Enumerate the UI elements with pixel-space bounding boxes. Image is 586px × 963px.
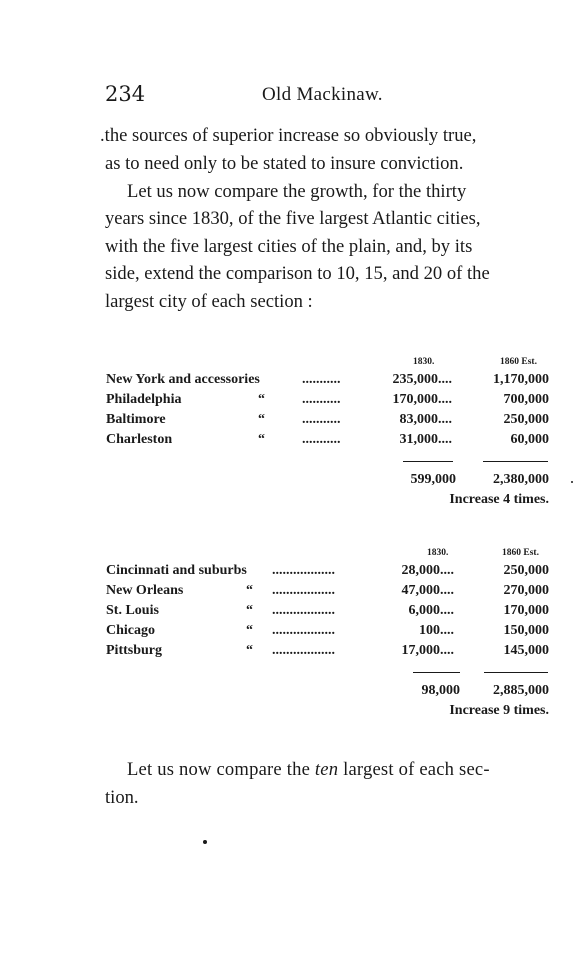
paragraph-line xyxy=(127,759,490,781)
table-row-name: Chicago xyxy=(106,623,155,638)
sum-rule xyxy=(483,461,548,462)
table-row-1830: 17,000.... xyxy=(401,643,454,658)
total-1860: 2,380,000 xyxy=(493,472,549,487)
paragraph-line: with the five largest cities of the plain, and, by its xyxy=(105,236,473,257)
ditto-mark: “ xyxy=(258,392,265,407)
column-header-1860: 1860 Est. xyxy=(502,548,539,558)
column-header-1830: 1830. xyxy=(427,548,449,558)
total-1860: 2,885,000 xyxy=(493,683,549,698)
emphasized-word: ten xyxy=(314,759,339,780)
table-row-1830: 83,000.... xyxy=(399,412,452,427)
paragraph-line: tion. xyxy=(105,787,139,808)
table-row-leader: .................. xyxy=(272,563,335,578)
table-row-1830: 235,000.... xyxy=(392,372,452,387)
table-row-name: St. Louis xyxy=(106,603,159,618)
ditto-mark: “ xyxy=(246,623,253,638)
page-number: 234 xyxy=(105,82,146,106)
table-row-1860: 250,000 xyxy=(503,412,549,427)
table-row-name: Charleston xyxy=(106,432,173,447)
table-row-name: New Orleans xyxy=(106,583,184,598)
table-row-1860: 150,000 xyxy=(503,623,549,638)
paragraph-text: Let us now compare the xyxy=(127,759,311,780)
table-row-1860: 1,170,000 xyxy=(493,372,549,387)
table-row-leader: ........... xyxy=(302,372,341,387)
ditto-mark: “ xyxy=(258,412,265,427)
increase-note: Increase 9 times. xyxy=(449,703,549,718)
table-row-leader: ........... xyxy=(302,412,341,427)
table-row-leader: .................. xyxy=(272,623,335,638)
total-1830: 599,000 xyxy=(410,472,456,487)
paragraph-line: as to need only to be stated to insure conviction. xyxy=(105,153,464,174)
ditto-mark: “ xyxy=(246,583,253,598)
ink-speck xyxy=(571,481,573,483)
paragraph-line: .the sources of superior increase so obviously true, xyxy=(100,125,477,146)
table-row-name: Baltimore xyxy=(106,412,166,427)
table-row-1830: 28,000.... xyxy=(401,563,454,578)
table-row-name: Philadelphia xyxy=(106,392,182,407)
ditto-mark: “ xyxy=(246,643,253,658)
paragraph-line: years since 1830, of the five largest Atlantic cities, xyxy=(105,208,481,229)
table-row-leader: .................. xyxy=(272,583,335,598)
paragraph-line: Let us now compare the growth, for the thirty xyxy=(127,181,467,202)
column-header-1830: 1830. xyxy=(413,357,435,367)
table-row-1830: 170,000.... xyxy=(392,392,452,407)
table-row-name: Cincinnati and suburbs xyxy=(106,563,247,578)
increase-note: Increase 4 times. xyxy=(449,492,549,507)
sum-rule xyxy=(413,672,460,673)
table-row-1860: 700,000 xyxy=(503,392,549,407)
table-row-leader: ........... xyxy=(302,392,341,407)
ink-speck xyxy=(203,840,207,844)
table-row-1830: 47,000.... xyxy=(401,583,454,598)
table-row-leader: ........... xyxy=(302,432,341,447)
column-header-1860: 1860 Est. xyxy=(500,357,537,367)
table-row-leader: .................. xyxy=(272,643,335,658)
paragraph-text: largest of each sec- xyxy=(343,759,490,780)
table-row-1860: 270,000 xyxy=(503,583,549,598)
total-1830: 98,000 xyxy=(421,683,460,698)
table-row-1830: 6,000.... xyxy=(408,603,454,618)
ditto-mark: “ xyxy=(258,432,265,447)
table-row-name: Pittsburg xyxy=(106,643,162,658)
table-row-1860: 250,000 xyxy=(503,563,549,578)
table-row-name: New York and accessories xyxy=(106,372,260,387)
sum-rule xyxy=(403,461,453,462)
paragraph-line: largest city of each section : xyxy=(105,291,313,312)
table-row-1830: 31,000.... xyxy=(399,432,452,447)
table-row-1860: 170,000 xyxy=(503,603,549,618)
paragraph-line: side, extend the comparison to 10, 15, and 20 of the xyxy=(105,263,490,284)
table-row-leader: .................. xyxy=(272,603,335,618)
ditto-mark: “ xyxy=(246,603,253,618)
running-title: Old Mackinaw. xyxy=(262,84,383,105)
table-row-1830: 100.... xyxy=(419,623,454,638)
sum-rule xyxy=(484,672,548,673)
table-row-1860: 145,000 xyxy=(503,643,549,658)
table-row-1860: 60,000 xyxy=(510,432,549,447)
